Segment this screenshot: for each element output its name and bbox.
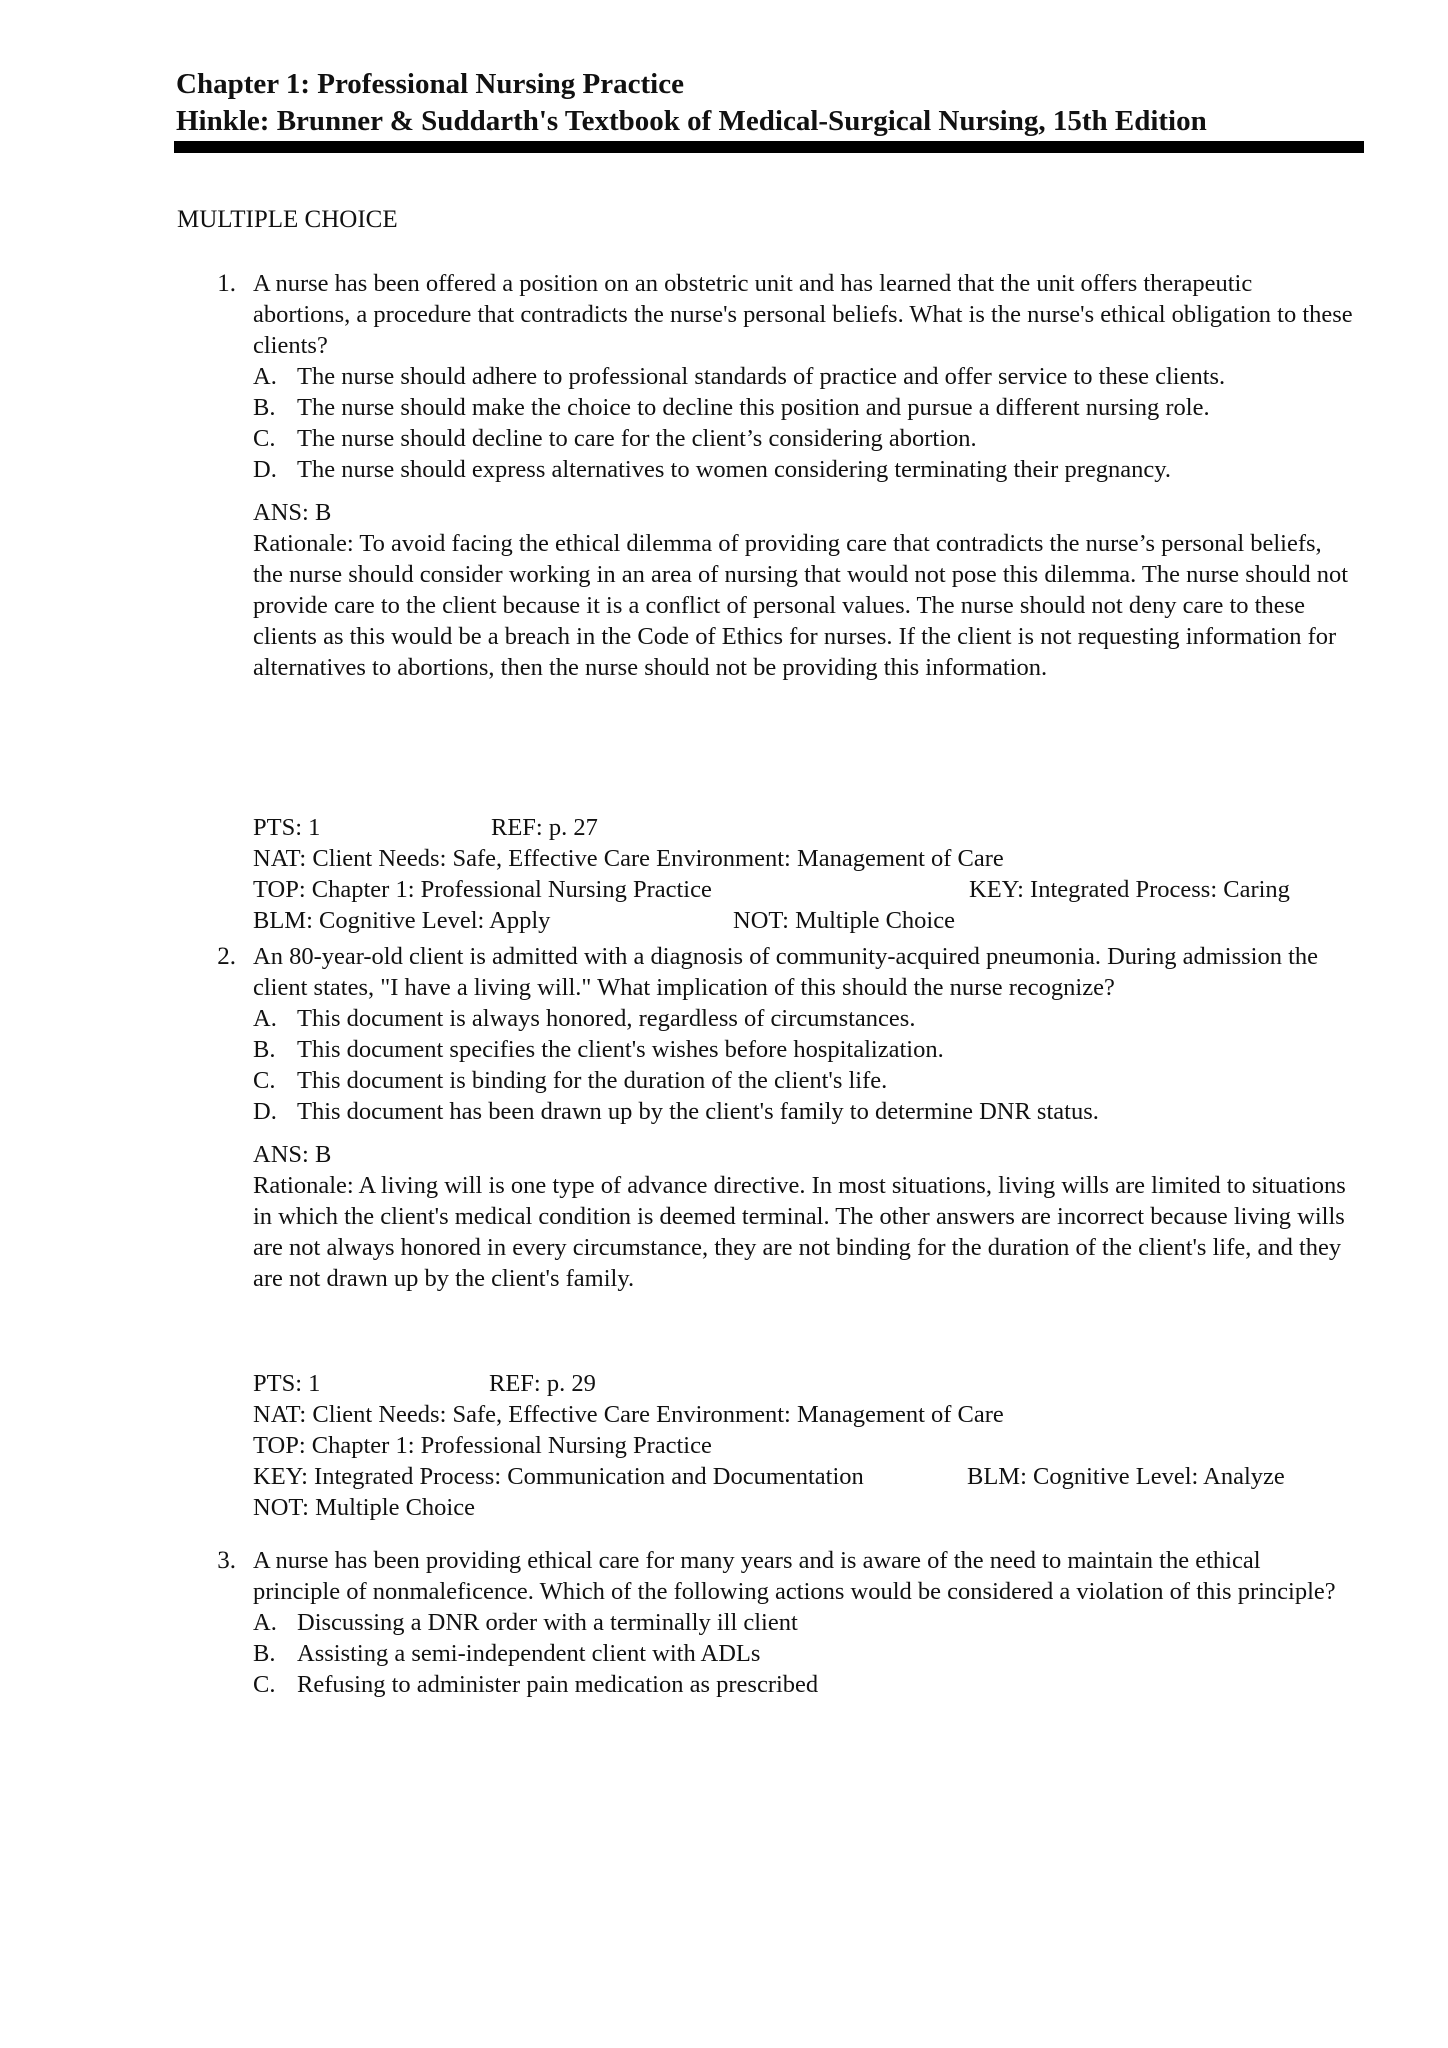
page-header (176, 66, 1362, 140)
points: PTS: 1 (253, 1370, 321, 1397)
section-title: MULTIPLE CHOICE (177, 206, 398, 233)
option-letter: A. (253, 363, 277, 390)
question-type: NOT: Multiple Choice (733, 907, 955, 934)
option-letter: C. (253, 425, 276, 452)
option-text: This document specifies the client's wishes before hospitalization. (297, 1036, 944, 1063)
header-rule (174, 141, 1364, 153)
question-number: 3. (217, 1547, 236, 1574)
bloom-level: BLM: Cognitive Level: Analyze (967, 1463, 1285, 1490)
reference: REF: p. 27 (491, 814, 598, 841)
option-a (253, 361, 1353, 392)
option-d (253, 454, 1353, 485)
question-type: NOT: Multiple Choice (253, 1494, 475, 1521)
option-c (253, 423, 1353, 454)
option-text: Discussing a DNR order with a terminally ill client (297, 1609, 798, 1636)
question-metadata (253, 812, 1363, 936)
question-metadata (253, 1368, 1363, 1523)
option-text: The nurse should decline to care for the client’s considering abortion. (297, 425, 977, 452)
option-text: This document has been drawn up by the client's family to determine DNR status. (297, 1098, 1099, 1125)
key-process: KEY: Integrated Process: Communication and Documentation (253, 1463, 864, 1490)
option-c (253, 1669, 1353, 1700)
topic: TOP: Chapter 1: Professional Nursing Practice (253, 876, 712, 903)
question-3 (253, 1545, 1353, 1700)
chapter-title: Chapter 1: Professional Nursing Practice (176, 68, 684, 100)
answer-options (253, 361, 1353, 485)
question-number: 2. (217, 943, 236, 970)
option-text: Refusing to administer pain medication as prescribed (297, 1671, 819, 1698)
book-title: Hinkle: Brunner & Suddarth's Textbook of Medical-Surgical Nursing, 15th Edition (176, 105, 1207, 137)
question-1 (253, 268, 1353, 683)
nat-category: NAT: Client Needs: Safe, Effective Care Environment: Management of Care (253, 845, 1004, 872)
option-text: This document is binding for the duration of the client's life. (297, 1067, 888, 1094)
option-letter: B. (253, 1640, 276, 1667)
answer-key: ANS: B (253, 499, 332, 526)
option-c (253, 1065, 1353, 1096)
question-stem: A nurse has been providing ethical care for many years and is aware of the need to maintain the ethical principle of nonmaleficence. Which of the following actions would be considered a violation of this principle? (253, 1547, 1336, 1605)
question-number: 1. (217, 270, 236, 297)
nat-category: NAT: Client Needs: Safe, Effective Care Environment: Management of Care (253, 1401, 1004, 1428)
option-letter: C. (253, 1067, 276, 1094)
option-letter: A. (253, 1609, 277, 1636)
option-a (253, 1003, 1353, 1034)
option-letter: C. (253, 1671, 276, 1698)
option-text: The nurse should make the choice to decline this position and pursue a different nursing role. (297, 394, 1210, 421)
option-letter: A. (253, 1005, 277, 1032)
key-process: KEY: Integrated Process: Caring (969, 876, 1290, 903)
rationale-text: Rationale: To avoid facing the ethical dilemma of providing care that contradicts the nurse’s personal beliefs, the nurse should consider working in an area of nursing that would not pose this dilemma. The nurse should not provide care to the client because it is a conflict of personal values. The nurse should not deny care to these clients as this would be a breach in the Code of Ethics for nurses. If the client is not requesting information for alternatives to abortions, then the nurse should not be providing this information. (253, 530, 1349, 681)
question-2 (253, 941, 1353, 1294)
question-stem: An 80-year-old client is admitted with a diagnosis of community-acquired pneumonia. During admission the client states, "I have a living will." What implication of this should the nurse recognize? (253, 943, 1319, 1001)
answer-key: ANS: B (253, 1141, 332, 1168)
option-letter: D. (253, 1098, 277, 1125)
option-text: This document is always honored, regardless of circumstances. (297, 1005, 916, 1032)
option-text: Assisting a semi-independent client with ADLs (297, 1640, 761, 1667)
option-a (253, 1607, 1353, 1638)
option-d (253, 1096, 1353, 1127)
option-text: The nurse should adhere to professional standards of practice and offer service to these clients. (297, 363, 1226, 390)
reference: REF: p. 29 (489, 1370, 596, 1397)
points: PTS: 1 (253, 814, 321, 841)
answer-options (253, 1607, 1353, 1700)
answer-options (253, 1003, 1353, 1127)
option-letter: D. (253, 456, 277, 483)
topic: TOP: Chapter 1: Professional Nursing Practice (253, 1432, 712, 1459)
rationale-text: Rationale: A living will is one type of advance directive. In most situations, living wills are limited to situations in which the client's medical condition is deemed terminal. The other answers are incorrect because living wills are not always honored in every circumstance, they are not binding for the duration of the client's life, and they are not drawn up by the client's family. (253, 1172, 1346, 1292)
option-b (253, 1638, 1353, 1669)
option-text: The nurse should express alternatives to women considering terminating their pregnancy. (297, 456, 1172, 483)
option-letter: B. (253, 394, 276, 421)
question-stem: A nurse has been offered a position on an obstetric unit and has learned that the unit offers therapeutic abortions, a procedure that contradicts the nurse's personal beliefs. What is the nurse's ethical obligation to these clients? (253, 270, 1353, 359)
option-letter: B. (253, 1036, 276, 1063)
option-b (253, 392, 1353, 423)
bloom-level: BLM: Cognitive Level: Apply (253, 907, 551, 934)
option-b (253, 1034, 1353, 1065)
